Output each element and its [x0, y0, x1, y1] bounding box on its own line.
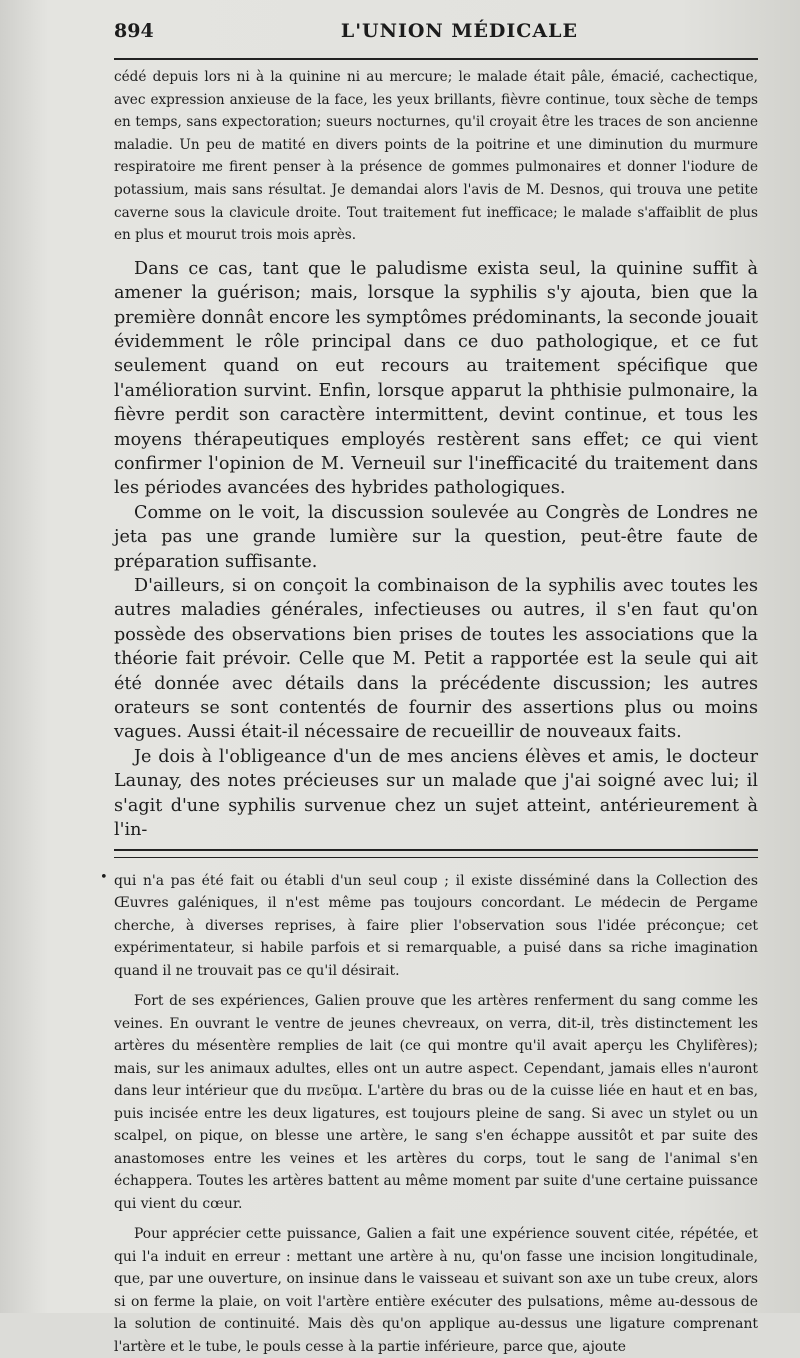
main-text — [114, 257, 758, 843]
paragraph-observations: D'ailleurs, si on conçoit la combinaison de la syphilis avec toutes les autres maladies générales, infectieuses ou autres, il s'en faut qu'on possède des observations bien prises de toutes les associations que la théorie fait prévoir. Celle que M. Petit a rapportée est la seule qui ait été donnée avec détails dans la précédente discussion; les autres orateurs se sont contentés de fournir des assertions plus ou moins vagues. Aussi était-il nécessaire de recueillir de nouveaux faits. — [114, 574, 758, 745]
running-head — [114, 20, 758, 54]
footnote-separator — [114, 849, 758, 858]
paragraph-launay: Je dois à l'obligeance d'un de mes anciens élèves et amis, le docteur Launay, des notes précieuses sur un malade que j'ai soigné avec lui; il s'agit d'une syphilis survenue chez un sujet atteint, antérieurement à l'in- — [114, 745, 758, 843]
header-rule — [114, 58, 758, 60]
footnote — [114, 870, 758, 1358]
footnote-paragraph: Fort de ses expériences, Galien prouve que les artères renferment du sang comme les veines. En ouvrant le ventre de jeunes chevreaux, on verra, dit-il, très distinctement les artères du mésentère remplies de lait (ce qui montre qu'il avait aperçu les Chylifères); mais, sur les animaux adultes, elles ont un autre aspect. Cependant, jamais elles n'auront dans leur intérieur que du πνεῦμα. L'artère du bras ou de la cuisse liée en haut et en bas, puis incisée entre les deux ligatures, est toujours pleine de sang. Si avec un stylet ou un scalpel, on pique, on blesse une artère, le sang s'en échappe aussitôt et par suite des anastomoses entre les veines et les artères du corps, tout le sang de l'animal s'en échappera. Toutes les artères battent au même moment par suite d'une certaine puissance qui vient du cœur. — [114, 990, 758, 1215]
page-number: 894 — [114, 20, 154, 42]
footnote-marker: • — [100, 870, 108, 885]
footnote-paragraph: qui n'a pas été fait ou établi d'un seul coup ; il existe disséminé dans la Collection des Œuvres galéniques, il n'est même pas toujours concordant. Le médecin de Pergame cherche, à diverses reprises, à faire plier l'observation sous l'idée préconçue; cet expérimentateur, si habile parfois et si remarquable, a puisé dans sa riche imagination quand il ne trouvait pas ce qu'il désirait. — [114, 870, 758, 983]
footnote-paragraph: Pour apprécier cette puissance, Galien a fait une expérience souvent citée, répétée, et qui l'a induit en erreur : mettant une artère à nu, qu'on fasse une incision longitudinale, que, par une ouverture, on insinue dans le vaisseau et suivant son axe un tube creux, alors si on ferme la plaie, on voit l'artère entière exécuter des pulsations, même au-dessous de la solution de continuité. Mais dès qu'on applique au-dessus une ligature comprenant l'artère et le tube, le pouls cesse à la partie inférieure, parce que, ajoute — [114, 1223, 758, 1358]
journal-title: L'UNION MÉDICALE — [341, 20, 578, 42]
paragraph-discussion: Dans ce cas, tant que le paludisme exista seul, la quinine suffit à amener la guérison; mais, lorsque la syphilis s'y ajouta, bien que la première donnât encore les symptômes prédominants, la seconde jouait évidemment le rôle principal dans ce duo pathologique, et ce fut seulement quand on eut recours au traitement spécifique que l'amélioration survint. Enfin, lorsque apparut la phthisie pulmonaire, la fièvre perdit son caractère intermittent, devint continue, et tous les moyens thérapeutiques employés restèrent sans effet; ce qui vient confirmer l'opinion de M. Verneuil sur l'inefficacité du traitement dans les périodes avancées des hybrides pathologiques. — [114, 257, 758, 501]
case-paragraph: cédé depuis lors ni à la quinine ni au mercure; le malade était pâle, émacié, cachectique, avec expression anxieuse de la face, les yeux brillants, fièvre continue, toux sèche de temps en temps, sans expectoration; sueurs nocturnes, qu'il croyait être les traces de son ancienne maladie. Un peu de matité en divers points de la poitrine et une diminution du murmure respiratoire me firent penser à la présence de gommes pulmonaires et donner l'iodure de potassium, mais sans résultat. Je demandai alors l'avis de M. Desnos, qui trouva une petite caverne sous la clavicule droite. Tout traitement fut inefficace; le malade s'affaiblit de plus en plus et mourut trois mois après. — [114, 66, 758, 247]
paragraph-congress: Comme on le voit, la discussion soulevée au Congrès de Londres ne jeta pas une grande lumière sur la question, peut-être faute de préparation suffisante. — [114, 501, 758, 574]
